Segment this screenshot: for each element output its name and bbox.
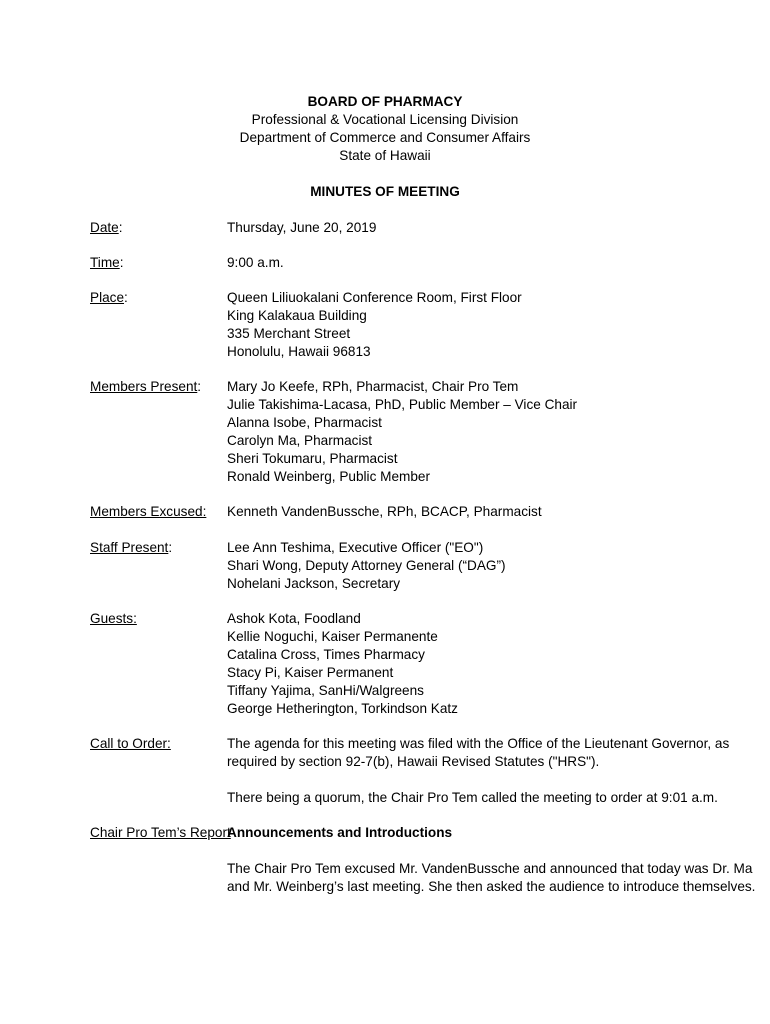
guest-item: Ashok Kota, Foodland [227, 611, 361, 626]
time-value: 9:00 a.m. [227, 255, 284, 270]
staff-item: Shari Wong, Deputy Attorney General (“DAG”) [227, 558, 506, 573]
place-line: Honolulu, Hawaii 96813 [227, 344, 371, 359]
members-excused-label: Members Excused: [90, 504, 207, 519]
date-label: Date: [90, 220, 123, 235]
paragraph-line: and Mr. Weinberg’s last meeting. She then asked the audience to introduce themselves. [227, 879, 756, 894]
guests-label: Guests: [90, 611, 137, 626]
place-line: 335 Merchant Street [227, 326, 351, 341]
guest-item: Tiffany Yajima, SanHi/Walgreens [227, 683, 424, 698]
members-present-label: Members Present: [90, 379, 202, 394]
board-title: BOARD OF PHARMACY [307, 94, 463, 109]
place-label: Place: [90, 290, 128, 305]
members-excused-list [227, 503, 727, 521]
call-to-order-label: Call to Order: [90, 736, 171, 751]
quorum-paragraph [227, 789, 727, 807]
guest-item: Stacy Pi, Kaiser Permanent [227, 665, 394, 680]
member-item: Sheri Tokumaru, Pharmacist [227, 451, 398, 466]
division-line: Professional & Vocational Licensing Division [251, 112, 519, 127]
chair-report-paragraph [227, 860, 756, 896]
paragraph-line: The agenda for this meeting was filed with the Office of the Lieutenant Governor, as [227, 736, 730, 751]
date-value: Thursday, June 20, 2019 [227, 220, 377, 235]
member-item: Carolyn Ma, Pharmacist [227, 433, 373, 448]
member-item: Ronald Weinberg, Public Member [227, 469, 430, 484]
guests-list [227, 610, 727, 718]
call-to-order-paragraph [227, 735, 730, 771]
chair-report-heading: Announcements and Introductions [227, 825, 453, 840]
chair-report-label: Chair Pro Tem’s Report [90, 825, 231, 840]
place-line: King Kalakaua Building [227, 308, 367, 323]
minutes-title: MINUTES OF MEETING [310, 184, 460, 199]
staff-item: Nohelani Jackson, Secretary [227, 576, 401, 591]
place-value [227, 289, 727, 361]
staff-present-label: Staff Present: [90, 540, 173, 555]
guest-item: Kellie Noguchi, Kaiser Permanente [227, 629, 438, 644]
guest-item: George Hetherington, Torkindson Katz [227, 701, 458, 716]
member-item: Mary Jo Keefe, RPh, Pharmacist, Chair Pro Tem [227, 379, 519, 394]
staff-item: Lee Ann Teshima, Executive Officer ("EO") [227, 540, 484, 555]
state-line: State of Hawaii [339, 148, 431, 163]
place-line: Queen Liliuokalani Conference Room, First Floor [227, 290, 522, 305]
department-line: Department of Commerce and Consumer Affairs [239, 130, 531, 145]
paragraph-line: required by section 92-7(b), Hawaii Revised Statutes ("HRS"). [227, 754, 600, 769]
time-label: Time: [90, 255, 124, 270]
paragraph-line: The Chair Pro Tem excused Mr. VandenBussche and announced that today was Dr. Ma [227, 861, 753, 876]
member-item: Kenneth VandenBussche, RPh, BCACP, Pharmacist [227, 504, 542, 519]
member-item: Julie Takishima-Lacasa, PhD, Public Member – Vice Chair [227, 397, 578, 412]
members-present-list [227, 378, 727, 486]
staff-present-list [227, 539, 727, 593]
guest-item: Catalina Cross, Times Pharmacy [227, 647, 425, 662]
paragraph-line: There being a quorum, the Chair Pro Tem called the meeting to order at 9:01 a.m. [227, 790, 718, 805]
member-item: Alanna Isobe, Pharmacist [227, 415, 382, 430]
